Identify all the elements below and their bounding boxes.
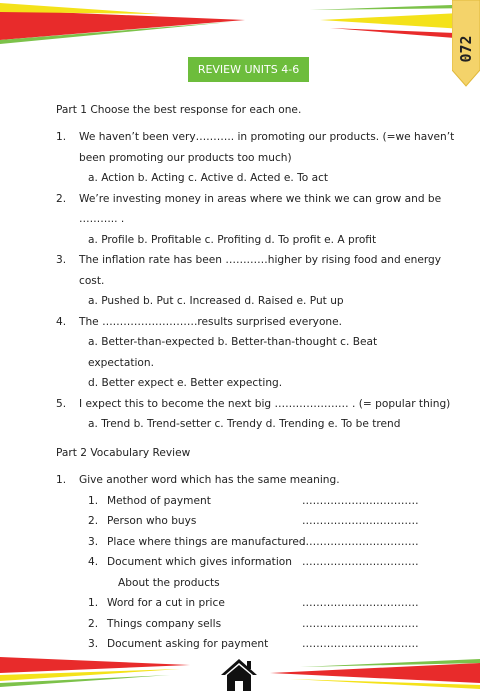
vocab-text: Method of payment xyxy=(107,495,211,507)
question-number: 4. xyxy=(56,316,67,328)
home-icon[interactable] xyxy=(219,657,259,693)
section-badge: REVIEW UNITS 4-6 xyxy=(188,57,309,82)
answer-blank[interactable]: …………………………… xyxy=(302,556,419,568)
answer-options: a. Better-than-expected b. Better-than-thought c. Beat xyxy=(88,336,378,348)
vocab-number: 1. xyxy=(88,597,99,609)
header-decoration xyxy=(0,0,480,50)
question-number: 1. xyxy=(56,131,67,143)
question-number: 1. xyxy=(56,474,67,486)
vocab-text: Things company sells xyxy=(107,618,222,630)
vocab-text: Word for a cut in price xyxy=(107,597,225,609)
vocab-number: 3. xyxy=(88,536,99,548)
question-text: cost. xyxy=(79,275,105,287)
vocab-number: 2. xyxy=(88,618,99,630)
question-text: Give another word which has the same meaning. xyxy=(79,474,340,486)
answer-blank[interactable]: …………………………… xyxy=(302,515,419,527)
answer-blank[interactable]: …………………………… xyxy=(302,597,419,609)
question-text: The ………………………results surprised everyone. xyxy=(79,316,343,328)
answer-blank[interactable]: …………………………… xyxy=(302,638,419,650)
answer-options: d. Better expect e. Better expecting. xyxy=(88,377,283,389)
vocab-text: About the products xyxy=(118,577,220,589)
question-text: The inflation rate has been …………higher by rising food and energy xyxy=(79,254,442,266)
vocab-number: 1. xyxy=(88,495,99,507)
question-text: ……….. . xyxy=(79,213,125,225)
question-text: We haven’t been very……….. in promoting our products. (=we haven’t xyxy=(79,131,455,143)
answer-blank[interactable]: …………………………… xyxy=(302,536,419,548)
answer-options: a. Trend b. Trend-setter c. Trendy d. Trending e. To be trend xyxy=(88,418,401,430)
page-number: 072 xyxy=(457,35,475,63)
question-number: 2. xyxy=(56,193,67,205)
vocab-text: Document asking for payment xyxy=(107,638,269,650)
answer-options: a. Pushed b. Put c. Increased d. Raised e. Put up xyxy=(88,295,344,307)
answer-options: expectation. xyxy=(88,357,154,369)
answer-blank[interactable]: …………………………… xyxy=(302,618,419,630)
question-text: We’re investing money in areas where we think we can grow and be xyxy=(79,193,442,205)
question-number: 3. xyxy=(56,254,67,266)
part2-heading: Part 2 Vocabulary Review xyxy=(56,447,191,459)
part1-heading: Part 1 Choose the best response for each one. xyxy=(56,104,302,116)
answer-options: a. Action b. Acting c. Active d. Acted e. To act xyxy=(88,172,329,184)
vocab-text: Person who buys xyxy=(107,515,197,527)
vocab-text: Document which gives information xyxy=(107,556,292,568)
vocab-number: 4. xyxy=(88,556,99,568)
question-number: 5. xyxy=(56,398,67,410)
vocab-number: 3. xyxy=(88,638,99,650)
answer-blank[interactable]: …………………………… xyxy=(302,495,419,507)
question-text: been promoting our products too much) xyxy=(79,152,292,164)
vocab-text: Place where things are manufactured xyxy=(107,536,306,548)
question-text: I expect this to become the next big ………………… . (= popular thing) xyxy=(79,398,451,410)
vocab-number: 2. xyxy=(88,515,99,527)
answer-options: a. Profile b. Profitable c. Profiting d. To profit e. A profit xyxy=(88,234,377,246)
